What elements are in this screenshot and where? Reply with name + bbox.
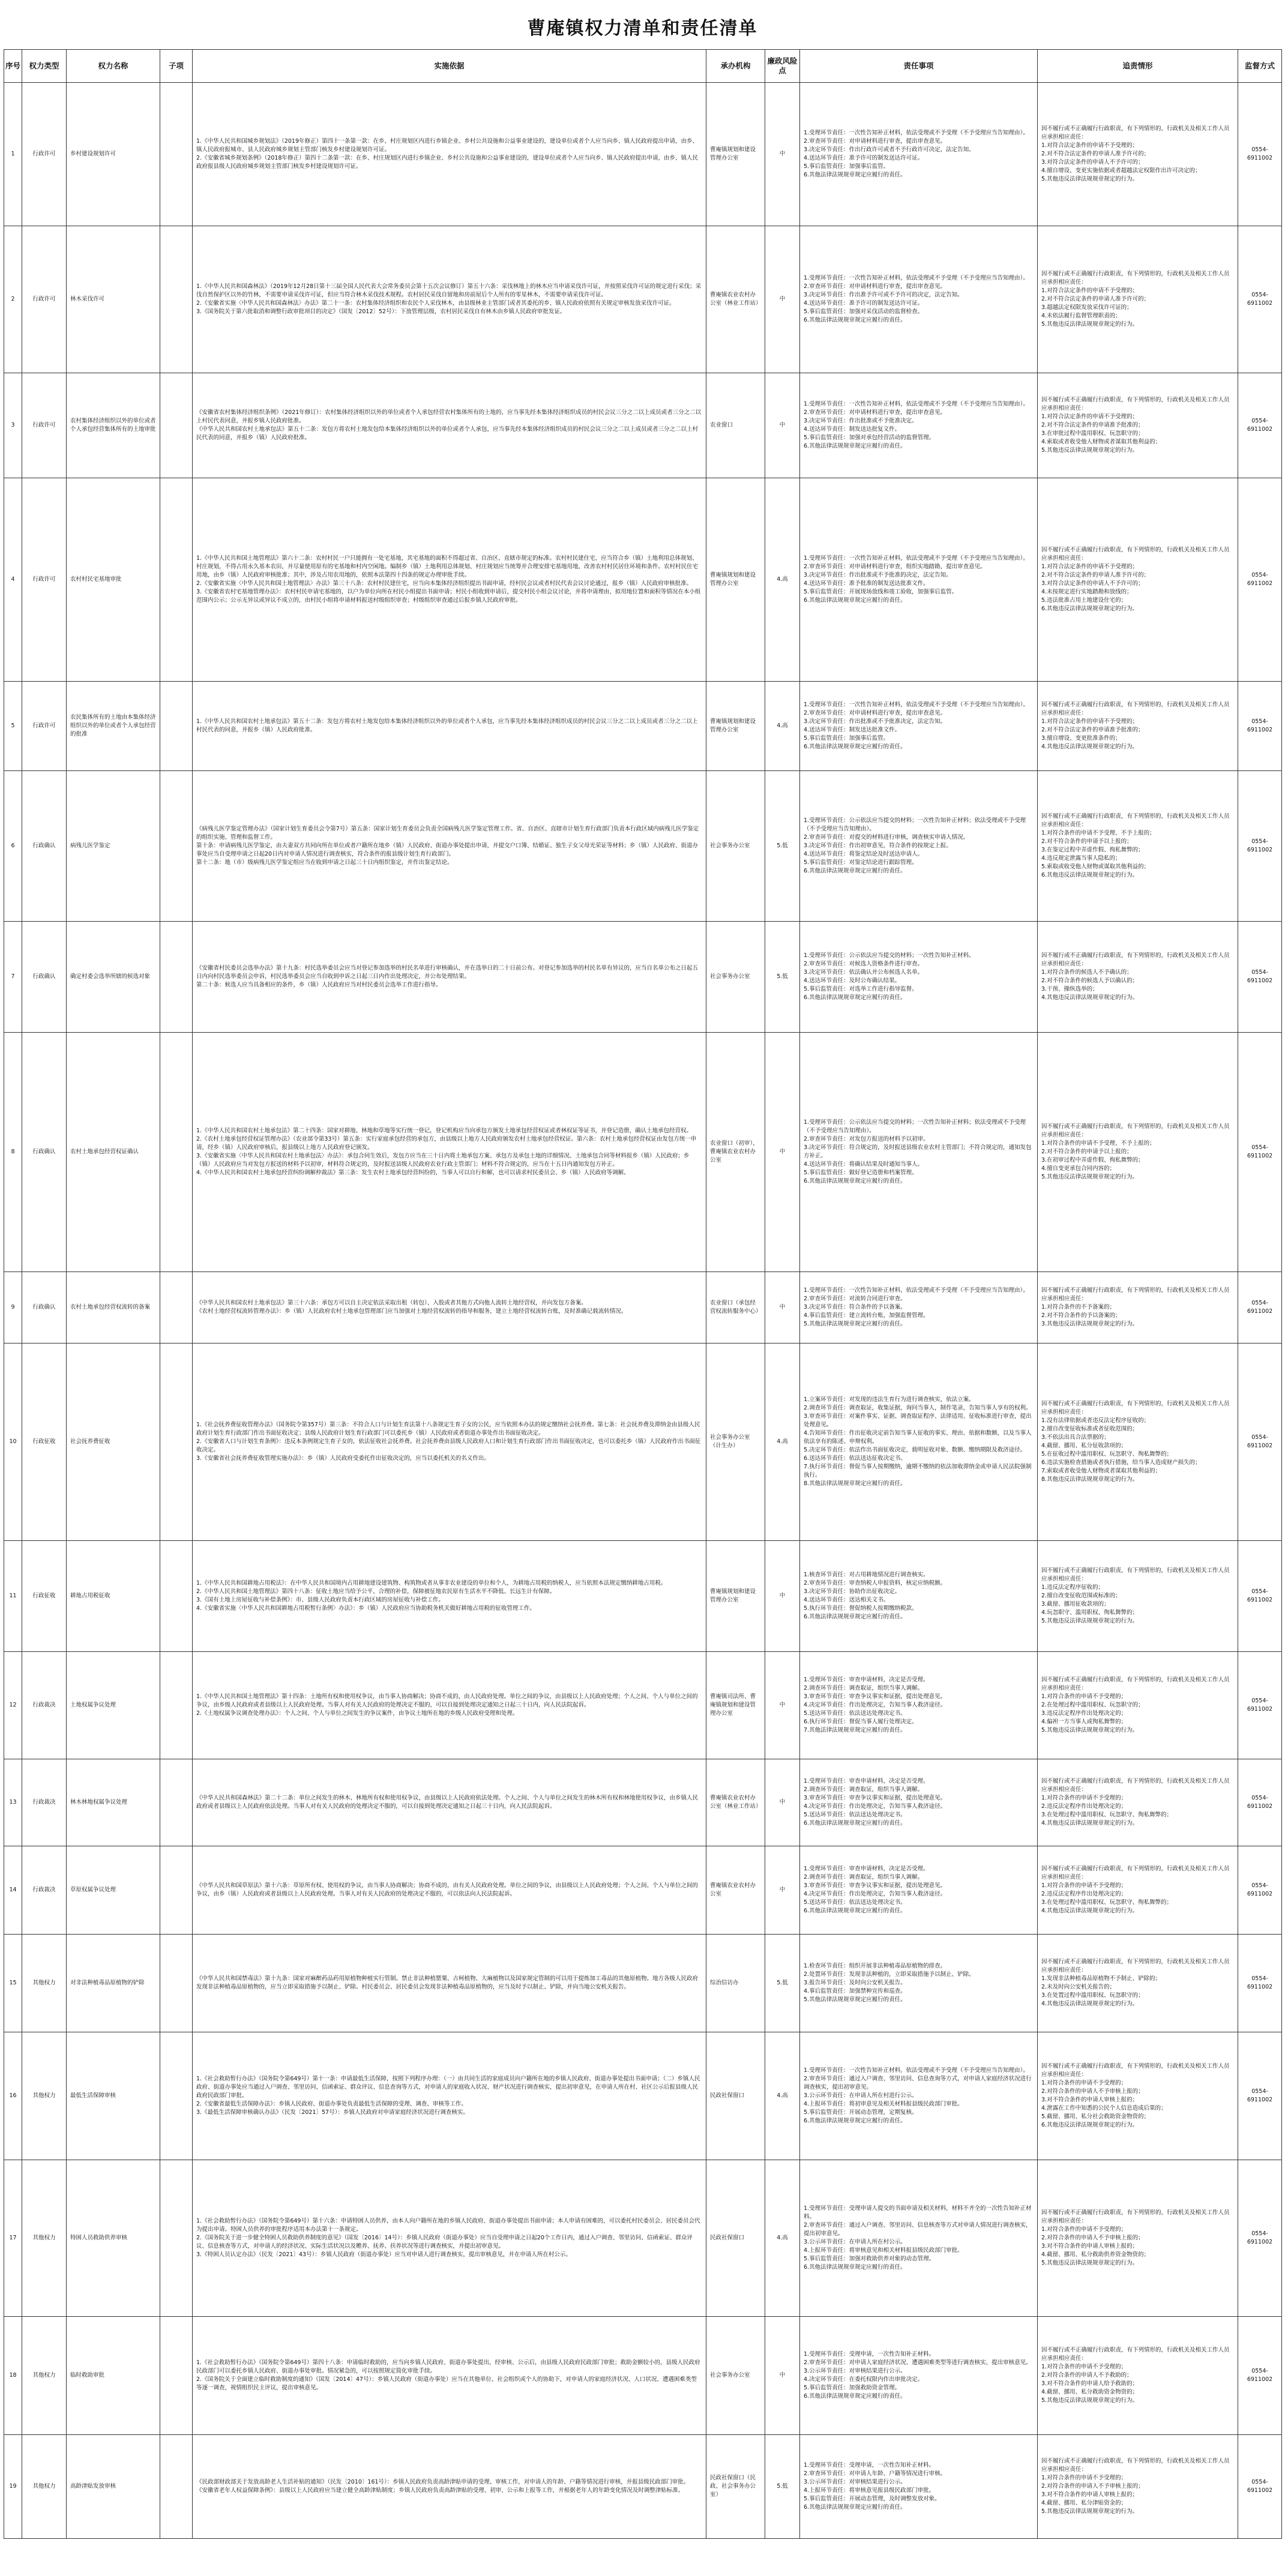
cell-supervise: 0554-6911002 (1238, 1652, 1282, 1759)
header-risk: 廉政风险点 (765, 50, 800, 83)
cell-risk: 4.高 (765, 682, 800, 771)
cell-risk: 中 (765, 1652, 800, 1759)
cell-supervise: 0554-6911002 (1238, 478, 1282, 682)
cell-type: 行政裁决 (22, 1846, 67, 1935)
cell-name: 高龄津贴发放审核 (67, 2435, 160, 2539)
cell-basis: 1.《中华人民共和国耕地占用税法》：在中华人民共和国境内占用耕地建设建筑物、构筑物或者从事非农业建设的单位和个人，为耕地占用税的纳税人，应当依照本法规定缴纳耕地占用税。 2.《中华人民共和国土地管理法》第四十八条：征收土地应当给予公平、合理的补偿，保障被征地农民原有生活水平不降低、长远生计有保障。 3.《国有土地上房屋征收与补偿条例》：市、县级人民政府负责本行政区域的房屋征收与补偿工作。 4.《安徽省实施〈中华人民共和国耕地占用税暂行条例〉办法》：乡（镇）人民政府应当协助税务机关做好耕地占用税的征收管理工作。 (193, 1541, 706, 1652)
cell-duty: 1.受理环节责任：审查申请材料，决定是否受理。 2.调查环节责任：调查取证，组织当事人调解。 3.审查环节责任：审查争议事实和证据，提出处理意见。 4.决定环节责任：作出处理决定，告知当事人救济途径。 5.送达环节责任：依法送达处理决定书。 6.其他法律法规规章规定应履行的责任。 (800, 1846, 1038, 1935)
cell-duty: 1.受理环节责任：一次性告知补正材料，依法受理或不予受理（不予受理应当告知理由）。 2.审查环节责任：对申请材料进行审查，提出审查意见。 3.决定环节责任：作出准予许可或不予许可的决定，法定告知。 4.送达环节责任：准予许可的制发送达许可证。 5.事后监管责任：加强对采伐活动的监督检查。 6.其他法律法规规章规定应履行的责任。 (800, 226, 1038, 373)
cell-basis: 1.《中华人民共和国农村土地承包法》第五十二条：发包方将农村土地发包给本集体经济组织以外的单位或者个人承包，应当事先经本集体经济组织成员的村民会议三分之二以上成员或者三分之二以上村民代表的同意，并报乡（镇）人民政府批准。 (193, 682, 706, 771)
cell-duty: 1.受理环节责任：受理申请，一次性告知补正材料。 2.审查环节责任：对申请人家庭经济状况、遭遇困难类型等进行调查核实，提出审核意见。 3.公示环节责任：对审核结果进行公示。 4.决定环节责任：在委托权限内作出审批决定。 5.事后监管责任：加强救助资金管理。 6.其他法律法规规章规定应履行的责任。 (800, 2317, 1038, 2435)
cell-org: 农业窗口 (706, 373, 765, 478)
cell-basis: 《病残儿医学鉴定管理办法》（国家计划生育委员会令第7号）第五条：国家计划生育委员会负责全国病残儿医学鉴定管理工作。省、自治区、直辖市计划生育行政部门负责本行政区域内病残儿医学鉴定的组织实施、管理和监督工作。 第十条：申请病残儿医学鉴定，由夫妻双方共同向所在单位或者户籍所在地乡（镇）人民政府、街道办事处提出申请，并提交户口簿、结婚证、独生子女父母光荣证等材料；乡（镇）人民政府、街道办事处应当自受理申请之日起20日内对申请人情况进行调查核实，符合条件的报县级计划生育行政部门。 第十二条：地（市）级病残儿医学鉴定组应当在收到申请之日起三十日内组织鉴定，并作出鉴定结论。 (193, 771, 706, 922)
cell-risk: 5.低 (765, 922, 800, 1033)
cell-risk: 4.高 (765, 478, 800, 682)
table-row (4, 2032, 1282, 2160)
cell-duty: 1.受理环节责任：公示依法应当提交的材料；一次性告知补正材料；依法受理或不予受理（不予受理应当告知理由）。 2.审查环节责任：对发包方报送的材料予以初审。 3.决定环节责任：符合规定的，及时报送县级农业农村主管部门；不符合规定的，通知发包方补正。 4.送达环节责任：将确认结果及时通知当事人。 5.事后监管责任：做好登记造册和档案管理。 6.其他法律法规规章规定应履行的责任。 (800, 1033, 1038, 1272)
cell-seq: 8 (4, 1033, 22, 1272)
cell-sub (160, 2160, 193, 2317)
cell-name: 农村土地承包经营权流转的备案 (67, 1272, 160, 1344)
header-sub: 子项 (160, 50, 193, 83)
cell-org: 民政社保窗口 (706, 2032, 765, 2160)
cell-sub (160, 2317, 193, 2435)
cell-penalty: 因不履行或不正确履行行政职责，有下列情形的，行政机关及相关工作人员应承担相应责任： 1.对符合条件的申请不予受理、不予上报的； 2.对不符合条件的申请予以上报的； 3.在初审过程中弄虚作假、徇私舞弊的； 4.擅自变更承包合同内容的； 5.其他违反法律法规规章规定的行为。 (1038, 1033, 1238, 1272)
cell-name: 病残儿医学鉴定 (67, 771, 160, 922)
cell-org: 民政社保窗口 (706, 2160, 765, 2317)
cell-basis: 《民政部财政部关于发放高龄老人生活补贴的通知》（民发〔2010〕161号）：乡镇人民政府负责高龄津贴申请的受理、审核工作，对申请人的年龄、户籍等情况进行审核，并报县级民政部门审批。 《安徽省老年人权益保障条例》：县级以上人民政府应当建立健全高龄津贴制度；乡镇人民政府负责高龄津贴的受理、初审、公示和上报等工作，并根据老年人的年龄变化情况及时调整津贴标准。 (193, 2435, 706, 2539)
header-type: 权力类型 (22, 50, 67, 83)
cell-risk: 5.低 (765, 1935, 800, 2032)
cell-basis: 1.《中华人民共和国森林法》（2019年12月28日第十三届全国人民代表大会常务委员会第十五次会议修订）第五十六条：采伐林地上的林木应当申请采伐许可证，并按照采伐许可证的规定进行采伐；采伐自然保护区以外的竹林，不需要申请采伐许可证，但应当符合林木采伐技术规程。农村居民采伐自留地和房前屋后个人所有的零星林木，不需要申请采伐许可证。 2.《安徽省实施〈中华人民共和国森林法〉办法》第二十一条：农村集体经济组织和农民个人采伐林木，由县级林业主管部门或者其委托的乡、镇人民政府依照有关规定审核发放采伐许可证。 3.《国务院关于第六批取消和调整行政审批项目的决定》（国发〔2012〕52号）：下放管理层级，农村居民采伐自有林木由乡镇人民政府审批发证。 (193, 226, 706, 373)
cell-type: 行政许可 (22, 83, 67, 226)
table-row (4, 922, 1282, 1033)
cell-risk: 中 (765, 1759, 800, 1846)
cell-duty: 1.受理环节责任：公示依法应当提交的材料；一次性告知补正材料；依法受理或不予受理（不予受理应当告知理由）。 2.审查环节责任：对提交的材料进行审核，调查核实申请人情况。 3.决定环节责任：作出初审意见，符合条件的按规定上报。 4.送达环节责任：将鉴定结论及时送达申请人。 5.事后监管责任：对鉴定结论进行跟踪管理。 6.其他法律法规规章规定应履行的责任。 (800, 771, 1038, 922)
table-row (4, 1033, 1282, 1272)
cell-org: 民政社保窗口（民政、社会事务办公室） (706, 2435, 765, 2539)
cell-supervise: 0554-6911002 (1238, 771, 1282, 922)
power-responsibility-table (4, 49, 1282, 2539)
cell-supervise: 0554-6911002 (1238, 2032, 1282, 2160)
cell-type: 其他权力 (22, 2435, 67, 2539)
cell-supervise: 0554-6911002 (1238, 373, 1282, 478)
table-row (4, 1935, 1282, 2032)
cell-penalty: 因不履行或不正确履行行政职责，有下列情形的，行政机关及相关工作人员应承担相应责任： 1.对符合法定条件的申请不予受理的； 2.对不符合法定条件的申请准予批准的； 3.擅自增设、变更批准条件的； 4.其他违反法律法规规章规定的行为。 (1038, 682, 1238, 771)
cell-name: 社会抚养费征收 (67, 1344, 160, 1541)
cell-penalty: 因不履行或不正确履行行政职责，有下列情形的，行政机关及相关工作人员应承担相应责任： 1.对符合条件的申请不予受理的； 2.对符合条件的申请人不予审核上报的； 3.对不符合条件的申请人审核上报的； 4.截留、挪用、私分救助供养资金物资的； 5.其他违反法律法规规章规定的行为。 (1038, 2160, 1238, 2317)
cell-seq: 6 (4, 771, 22, 922)
cell-type: 其他权力 (22, 2317, 67, 2435)
cell-org: 曹庵镇规划和建设管理办公室 (706, 682, 765, 771)
cell-org: 农业窗口（承包经营权流转服务中心） (706, 1272, 765, 1344)
cell-penalty: 因不履行或不正确履行行政职责，有下列情形的，行政机关及相关工作人员应承担相应责任： 1.对符合条件的候选人不予确认的； 2.对不符合条件的候选人予以确认的； 3.干预、操纵选举的； 4.其他违反法律法规规章规定的行为。 (1038, 922, 1238, 1033)
cell-seq: 4 (4, 478, 22, 682)
cell-risk: 中 (765, 1846, 800, 1935)
cell-supervise: 0554-6911002 (1238, 83, 1282, 226)
cell-seq: 13 (4, 1759, 22, 1846)
cell-type: 行政确认 (22, 771, 67, 922)
cell-type: 行政许可 (22, 373, 67, 478)
table-row (4, 226, 1282, 373)
cell-penalty: 因不履行或不正确履行行政职责，有下列情形的，行政机关及相关工作人员应承担相应责任： 1.对符合条件的申请不予受理的； 2.在处理过程中滥用职权、玩忽职守的； 3.违反法定程序作出处理决定的； 4.偏袒一方当事人或徇私舞弊的； 5.其他违反法律法规规章规定的行为。 (1038, 1652, 1238, 1759)
cell-org: 社会事务办公室 (706, 922, 765, 1033)
cell-duty: 1.受理环节责任：审查申请材料，决定是否受理。 2.调查环节责任：调查取证，组织当事人调解。 3.审查环节责任：审查争议事实和证据，提出处理意见。 4.决定环节责任：作出处理决定，告知当事人救济途径。 5.送达环节责任：依法送达处理决定书。 6.其他法律法规规章规定应履行的责任。 (800, 1759, 1038, 1846)
cell-name: 农村土地承包经营权证确认 (67, 1033, 160, 1272)
cell-org: 曹庵镇农业农村办公室 (706, 1846, 765, 1935)
cell-supervise: 0554-6911002 (1238, 1541, 1282, 1652)
cell-basis: 1.《中华人民共和国农村土地承包法》第二十四条：国家对耕地、林地和草地等实行统一登记，登记机构应当向承包方颁发土地承包经营权证或者林权证等证书，并登记造册，确认土地承包经营权。 2.《农村土地承包经营权证管理办法》（农业部令第33号）第五条：实行家庭承包经营的承包方，由县级以上地方人民政府颁发农村土地承包经营权证。第六条：农村土地承包经营权证由发包方统一申请，经乡（镇）人民政府审核后，报县级以上地方人民政府登记颁发。 3.《安徽省实施〈中华人民共和国农村土地承包法〉办法》：承包合同生效后，发包方应当在三十日内将土地承包方案、承包方及承包土地的详细情况、土地承包合同等材料报乡（镇）人民政府；乡（镇）人民政府应当对发包方报送的材料予以初审，材料符合规定的，及时报送县级人民政府农业行政主管部门；材料不符合规定的，应当在十五日内通知发包方补正。 4.《中华人民共和国农村土地承包经营纠纷调解仲裁法》第三条：发生农村土地承包经营纠纷的，当事人可以自行和解，也可以请求村民委员会、乡（镇）人民政府等调解。 (193, 1033, 706, 1272)
cell-name: 农村集体经济组织以外的单位或者个人承包经营集体所有的土地审批 (67, 373, 160, 478)
table-row (4, 2160, 1282, 2317)
cell-supervise: 0554-6911002 (1238, 2435, 1282, 2539)
page-title: 曹庵镇权力清单和责任清单 (527, 18, 758, 39)
cell-penalty: 因不履行或不正确履行行政职责，有下列情形的，行政机关及相关工作人员应承担相应责任： 1.对符合条件的申请不予受理的； 2.违反法定程序作出处理决定的； 3.在处理过程中滥用职权、玩忽职守、徇私舞弊的； 4.其他违反法律法规规章规定的行为。 (1038, 1759, 1238, 1846)
cell-penalty: 因不履行或不正确履行行政职责，有下列情形的，行政机关及相关工作人员应承担相应责任： 1.对符合条件的申请不予受理的； 2.违反法定程序作出处理决定的； 3.在处理过程中滥用职权、玩忽职守、徇私舞弊的； 4.其他违反法律法规规章规定的行为。 (1038, 1846, 1238, 1935)
cell-name: 对非法种植毒品原植物的铲除 (67, 1935, 160, 2032)
cell-sub (160, 1541, 193, 1652)
table-row (4, 771, 1282, 922)
cell-sub (160, 478, 193, 682)
table-row (4, 478, 1282, 682)
cell-type: 其他权力 (22, 2032, 67, 2160)
cell-penalty: 因不履行或不正确履行行政职责，有下列情形的，行政机关及相关工作人员应承担相应责任： 1.违反法定程序征收的； 2.擅自改变征收范围或标准的； 3.截留、挪用征收款项的； 4.玩忽职守、滥用职权、徇私舞弊的； 5.其他违反法律法规规章规定的行为。 (1038, 1541, 1238, 1652)
cell-seq: 10 (4, 1344, 22, 1541)
cell-type: 行政征收 (22, 1344, 67, 1541)
cell-sub (160, 1759, 193, 1846)
cell-type: 行政确认 (22, 1272, 67, 1344)
cell-risk: 4.高 (765, 1344, 800, 1541)
cell-name: 林木采伐许可 (67, 226, 160, 373)
cell-duty: 1.检查环节责任：组织开展非法种植毒品原植物的排查。 2.处置环节责任：发现非法种植的，立即采取措施予以制止、铲除。 3.报告环节责任：及时向公安机关报告。 4.事后监管责任：加强禁种宣传和巡查。 5.其他法律法规规章规定应履行的责任。 (800, 1935, 1038, 2032)
header-seq: 序号 (4, 50, 22, 83)
cell-seq: 14 (4, 1846, 22, 1935)
table-row (4, 1652, 1282, 1759)
cell-seq: 16 (4, 2032, 22, 2160)
cell-name: 农村村民宅基地审批 (67, 478, 160, 682)
cell-sub (160, 2032, 193, 2160)
cell-penalty: 因不履行或不正确履行行政职责，有下列情形的，行政机关及相关工作人员应承担相应责任： 1.对符合条件的申请不予受理的； 2.对符合条件的申请人不予救助的； 3.对不符合条件的申请人给予救助的； 4.截留、挪用、私分救助资金物资的； 5.其他违反法律法规规章规定的行为。 (1038, 2317, 1238, 2435)
cell-name: 耕地占用税征收 (67, 1541, 160, 1652)
cell-name: 林木林地权属争议处理 (67, 1759, 160, 1846)
cell-name: 草原权属争议处理 (67, 1846, 160, 1935)
cell-basis: 1.《社会救助暂行办法》（国务院令第649号）第十六条：申请特困人员供养，由本人向户籍所在地的乡镇人民政府、街道办事处提出书面申请；本人申请有困难的，可以委托村民委员会、居民委员会代为提出申请。特困人员供养的审批程序适用本办法第十一条规定。 2.《国务院关于进一步健全特困人员救助供养制度的意见》（国发〔2016〕14号）：乡镇人民政府（街道办事处）应当自受理申请之日起20个工作日内，通过入户调查、邻里访问、信函索证、群众评议、信息核查等方式，对申请人的经济状况、实际生活状况以及赡养、抚养、扶养状况等进行调查核实，并提出初审意见。 3.《特困人员认定办法》（民发〔2021〕43号）：乡镇人民政府（街道办事处）应当对申请人进行调查核实，提出审核意见，并在申请人所在村公示。 (193, 2160, 706, 2317)
cell-supervise: 0554-6911002 (1238, 1935, 1282, 2032)
cell-supervise: 0554-6911002 (1238, 1846, 1282, 1935)
cell-sub (160, 83, 193, 226)
cell-basis: 1.《社会救助暂行办法》（国务院令第649号）第十一条：申请最低生活保障，按照下列程序办理：（一）由共同生活的家庭成员向户籍所在地的乡镇人民政府、街道办事处提出书面申请；（二）乡镇人民政府、街道办事处应当通过入户调查、邻里访问、信函索证、群众评议、信息查询等方式，对申请人的家庭收入状况、财产状况进行调查核实，提出初审意见，在申请人所在村、社区公示后报县级人民政府民政部门审批。 2.《安徽省最低生活保障办法》：乡镇人民政府、街道办事处负责最低生活保障的受理、调查、审核等工作。 3.《最低生活保障审核确认办法》（民发〔2021〕57号）：乡镇人民政府对申请家庭经济状况进行调查核实。 (193, 2032, 706, 2160)
cell-name: 土地权属争议处理 (67, 1652, 160, 1759)
cell-sub (160, 373, 193, 478)
table-row (4, 1344, 1282, 1541)
cell-risk: 4.高 (765, 2032, 800, 2160)
cell-duty: 1.受理环节责任：受理申请，一次性告知补正材料。 2.审查环节责任：对申请人年龄、户籍等情况进行审核。 3.公示环节责任：对审核结果进行公示。 4.上报环节责任：将审核意见报县级民政部门审批。 5.事后监管责任：开展动态管理，及时调整发放对象。 6.其他法律法规规章规定应履行的责任。 (800, 2435, 1038, 2539)
cell-penalty: 因不履行或不正确履行行政职责，有下列情形的，行政机关及相关工作人员应承担相应责任： 1.对符合条件的申请不予受理、不予上报的； 2.对不符合条件的申请予以上报的； 3.在鉴定过程中弄虚作假、徇私舞弊的； 4.违反规定泄露当事人隐私的； 5.索取或收受他人财物或谋取其他利益的； 6.其他违反法律法规规章规定的行为。 (1038, 771, 1238, 922)
table-header-row (4, 50, 1282, 83)
cell-seq: 17 (4, 2160, 22, 2317)
cell-seq: 2 (4, 226, 22, 373)
cell-risk: 5.低 (765, 2435, 800, 2539)
cell-org: 曹庵镇农业农村办公室（林业工作站） (706, 226, 765, 373)
cell-risk: 中 (765, 1033, 800, 1272)
cell-supervise: 0554-6911002 (1238, 2317, 1282, 2435)
cell-type: 行政确认 (22, 1033, 67, 1272)
cell-penalty: 因不履行或不正确履行行政职责，有下列情形的，行政机关及相关工作人员应承担相应责任： 1.对符合法定条件的申请不予受理的； 2.对不符合法定条件的申请人准予许可的； 3.对符合法定条件的申请人不予许可的； 4.未按规定进行实地踏勘和放线的； 5.违法批准占用土地建设住宅的； 6.其他违反法律法规规章规定的行为。 (1038, 478, 1238, 682)
cell-seq: 19 (4, 2435, 22, 2539)
cell-risk: 中 (765, 373, 800, 478)
cell-seq: 11 (4, 1541, 22, 1652)
cell-basis: 《中华人民共和国农村土地承包法》第三十六条：承包方可以自主决定依法采取出租（转包）、入股或者其他方式向他人流转土地经营权，并向发包方备案。 《农村土地经营权流转管理办法》：乡（镇）人民政府农村土地承包管理部门应当加强对土地经营权流转的指导和服务，建立土地经营权流转台账，及时准确记载流转情况。 (193, 1272, 706, 1344)
cell-org: 曹庵镇规划和建设管理办公室 (706, 1541, 765, 1652)
cell-risk: 5.低 (765, 771, 800, 922)
cell-org: 曹庵镇司法所、曹庵镇规划和建设管理办公室 (706, 1652, 765, 1759)
header-penalty: 追责情形 (1038, 50, 1238, 83)
cell-supervise: 0554-6911002 (1238, 1033, 1282, 1272)
cell-sub (160, 682, 193, 771)
cell-basis: 《中华人民共和国森林法》第二十二条：单位之间发生的林木、林地所有权和使用权争议，由县级以上人民政府依法处理。个人之间、个人与单位之间发生的林木所有权和林地使用权争议，由乡镇人民政府或者县级以上人民政府依法处理。当事人对有关人民政府的处理决定不服的，可以自接到处理决定通知之日起三十日内，向人民法院起诉。 (193, 1759, 706, 1846)
table-row (4, 1541, 1282, 1652)
cell-penalty: 因不履行或不正确履行行政职责，有下列情形的，行政机关及相关工作人员应承担相应责任： 1.对符合条件的不予备案的； 2.对不符合条件的予以备案的； 3.其他违反法律法规规章规定的行为。 (1038, 1272, 1238, 1344)
cell-type: 其他权力 (22, 1935, 67, 2032)
cell-org: 农业窗口（初审），曹庵镇农业农村办公室 (706, 1033, 765, 1272)
cell-type: 其他权力 (22, 2160, 67, 2317)
cell-penalty: 因不履行或不正确履行行政职责，有下列情形的，行政机关及相关工作人员应承担相应责任： 1.对符合条件的申请不予受理的； 2.对符合条件的申请人不予审核上报的； 3.对不符合条件的申请人审核上报的； 4.泄露在工作中知悉的公民个人信息造成后果的； 5.截留、挪用、私分社会救助资金物资的； 6.其他违反法律法规规章规定的行为。 (1038, 2032, 1238, 2160)
cell-supervise: 0554-6911002 (1238, 682, 1282, 771)
cell-seq: 18 (4, 2317, 22, 2435)
cell-sub (160, 1344, 193, 1541)
cell-sub (160, 1652, 193, 1759)
cell-sub (160, 1033, 193, 1272)
cell-basis: 《安徽省农村集体经济组织条例》（2021年修订）：农村集体经济组织以外的单位或者个人承包经营农村集体所有的土地的，应当事先经本集体经济组织成员的村民会议三分之二以上成员或者三分之二以上村民代表同意，并报乡镇人民政府批准。 《中华人民共和国农村土地承包法》第五十二条：发包方将农村土地发包给本集体经济组织以外的单位或者个人承包，应当事先经本集体经济组织成员的村民会议三分之二以上成员或者三分之二以上村民代表的同意，并报乡（镇）人民政府批准。 (193, 373, 706, 478)
cell-duty: 1.受理环节责任：一次性告知补正材料，依法受理或不予受理（不予受理应当告知理由）。 2.审查环节责任：对申请材料进行审查，提出审查意见。 3.决定环节责任：作出批准或不予批准决定。 4.送达环节责任：制发送达批复文件。 5.事后监管责任：加强对承包经营活动的监督管理。 6.其他法律法规规章规定应履行的责任。 (800, 373, 1038, 478)
cell-seq: 1 (4, 83, 22, 226)
cell-seq: 15 (4, 1935, 22, 2032)
cell-risk: 中 (765, 1541, 800, 1652)
cell-seq: 7 (4, 922, 22, 1033)
cell-supervise: 0554-6911002 (1238, 226, 1282, 373)
cell-name: 特困人员救助供养审核 (67, 2160, 160, 2317)
cell-risk: 中 (765, 1272, 800, 1344)
cell-sub (160, 2435, 193, 2539)
cell-duty: 1.受理环节责任：一次性告知补正材料，依法受理或不予受理（不予受理应当告知理由）。 2.审查环节责任：通过入户调查、邻里访问、信息查询等方式，对申请人家庭经济状况进行调查核实，提出初审意见。 3.公示环节责任：在申请人所在村进行公示。 4.上报环节责任：将初审意见及相关材料报县级民政部门审批。 5.事后监管责任：开展动态管理，定期复核。 6.其他法律法规规章规定应履行的责任。 (800, 2032, 1038, 2160)
table-row (4, 682, 1282, 771)
cell-org: 曹庵镇农业农村办公室（林业工作站） (706, 1759, 765, 1846)
cell-duty: 1.受理环节责任：受理申请人提交的书面申请及相关材料，材料不齐全的一次性告知补正材料。 2.审查环节责任：通过入户调查、邻里访问、信息核查等方式对申请人情况进行调查核实，提出初审意见。 3.公示环节责任：在申请人所在村公示。 4.上报环节责任：将审核意见和相关材料报县级民政部门审批。 5.事后监管责任：加强对救助供养对象的动态管理。 6.其他法律法规规章规定应履行的责任。 (800, 2160, 1038, 2317)
cell-supervise: 0554-6911002 (1238, 1344, 1282, 1541)
cell-supervise: 0554-6911002 (1238, 1272, 1282, 1344)
cell-org: 社会事务办公室（计生办） (706, 1344, 765, 1541)
cell-name: 临时救助审批 (67, 2317, 160, 2435)
cell-basis: 1.《中华人民共和国土地管理法》第六十二条：农村村民一户只能拥有一处宅基地，其宅基地的面积不得超过省、自治区、直辖市规定的标准。农村村民建住宅，应当符合乡（镇）土地利用总体规划、村庄规划，不得占用永久基本农田，并尽量使用原有的宅基地和村内空闲地。编制乡（镇）土地利用总体规划、村庄规划应当统筹并合理安排宅基地用地，改善农村村民居住环境和条件。农村村民住宅用地，由乡（镇）人民政府审核批准；其中，涉及占用农用地的，依照本法第四十四条的规定办理审批手续。 2.《安徽省实施〈中华人民共和国土地管理法〉办法》第三十八条：农村村民建住宅，应当向本集体经济组织提出书面申请，经村民会议或者村民代表会议讨论通过，报乡（镇）人民政府审核批准。 3.《安徽省农村宅基地管理办法》：农村村民申请宅基地的，以户为单位向所在村民小组提出书面申请；村民小组收到申请后，提交村民小组会议讨论，并将申请理由、拟用地位置和面积等情况在本小组范围内公示；公示无异议或异议不成立的，由村民小组将申请材料报送村级组织审查；村级组织审查通过后报乡镇人民政府审批。 (193, 478, 706, 682)
table-row (4, 1272, 1282, 1344)
cell-penalty: 因不履行或不正确履行行政职责，有下列情形的，行政机关及相关工作人员应承担相应责任： 1.发现非法种植毒品原植物不予制止、铲除的； 2.未及时向公安机关报告的； 3.在处置过程中滥用职权、玩忽职守的； 4.其他违反法律法规规章规定的行为。 (1038, 1935, 1238, 2032)
cell-sub (160, 1272, 193, 1344)
cell-basis: 1.《社会抚养费征收管理办法》（国务院令第357号）第三条：不符合人口与计划生育法第十八条规定生育子女的公民，应当依照本办法的规定缴纳社会抚养费。第七条：社会抚养费及滞纳金由县级人民政府计划生育行政部门作出书面征收决定；县级人民政府计划生育行政部门可以委托乡（镇）人民政府或者街道办事处作出书面征收决定。 2.《安徽省人口与计划生育条例》：违反本条例规定生育子女的，依法征收社会抚养费。社会抚养费由县级人民政府人口和计划生育行政部门作出书面征收决定，也可以委托乡（镇）人民政府作出书面征收决定。 3.《安徽省社会抚养费征收管理实施办法》：乡（镇）人民政府受委托作出征收决定的，应当以委托机关的名义作出。 (193, 1344, 706, 1541)
cell-risk: 4.高 (765, 2160, 800, 2317)
cell-basis: 《安徽省村民委员会选举办法》第十九条：村民选举委员会应当对登记参加选举的村民名单进行审核确认，并在选举日的二十日前公布。对登记参加选举的村民名单有异议的，应当自名单公布之日起五日内向村民选举委员会申诉，村民选举委员会应当自收到申诉之日起三日内作出处理决定，并公布处理结果。 第二十条：候选人应当具备相应的条件，乡（镇）人民政府应当对村民委员会选举工作进行指导。 (193, 922, 706, 1033)
cell-duty: 1.受理环节责任：审查申请材料，决定是否受理。 2.调查环节责任：调查取证，组织当事人调解。 3.审查环节责任：审查争议事实和证据，提出处理意见。 4.决定环节责任：作出处理决定，告知当事人救济途径。 5.送达环节责任：依法送达处理决定书。 6.执行环节责任：督促当事人履行处理决定。 7.其他法律法规规章规定应履行的责任。 (800, 1652, 1038, 1759)
cell-type: 行政裁决 (22, 1652, 67, 1759)
header-duty: 责任事项 (800, 50, 1038, 83)
cell-sub (160, 922, 193, 1033)
cell-type: 行政许可 (22, 478, 67, 682)
cell-supervise: 0554-6911002 (1238, 1759, 1282, 1846)
cell-type: 行政许可 (22, 682, 67, 771)
cell-org: 综治信访办 (706, 1935, 765, 2032)
cell-seq: 3 (4, 373, 22, 478)
cell-duty: 1.立案环节责任：对发现的违法生育行为进行调查核实，依法立案。 2.调查环节责任：调查取证，收集证据，询问当事人，制作笔录，告知当事人享有的权利。 3.审查环节责任：对案件事实、证据、调查取证程序、法律适用、征收标准进行审查，提出处理意见。 4.告知环节责任：作出征收决定前告知当事人征收的事实、理由、依据和数额，以及当事人依法享有的陈述、申辩权利。 5.决定环节责任：依法作出书面征收决定，载明征收对象、数额、缴纳期限及救济途径。 6.送达环节责任：依法送达征收决定书。 7.执行环节责任：督促当事人按期缴纳，逾期不缴纳的依法加收滞纳金或申请人民法院强制执行。 8.其他法律法规规章规定应履行的责任。 (800, 1344, 1038, 1541)
cell-type: 行政确认 (22, 922, 67, 1033)
cell-org: 曹庵镇规划和建设管理办公室 (706, 83, 765, 226)
cell-name: 乡村建设规划许可 (67, 83, 160, 226)
cell-sub (160, 226, 193, 373)
cell-supervise: 0554-6911002 (1238, 922, 1282, 1033)
cell-duty: 1.受理环节责任：一次性告知补正材料，依法受理或不予受理（不予受理应当告知理由）。 2.审查环节责任：对申请材料进行审查，提出审查意见。 3.决定环节责任：作出批准或不予批准决定，法定告知。 4.送达环节责任：制发送达批准文件。 5.事后监管责任：加强事后监管。 6.其他法律法规规章规定应履行的责任。 (800, 682, 1038, 771)
cell-org: 社会事务办公室 (706, 2317, 765, 2435)
cell-penalty: 因不履行或不正确履行行政职责，有下列情形的，行政机关及相关工作人员应承担相应责任： 1.对符合法定条件的申请不予受理的； 2.对不符合法定条件的申请人准予许可的； 3.超越法定权限发放采伐许可证的； 4.未依法履行监督管理职责的； 5.其他违反法律法规规章规定的行为。 (1038, 226, 1238, 373)
cell-name: 确定村委会选举所辖的候选对象 (67, 922, 160, 1033)
cell-seq: 5 (4, 682, 22, 771)
table-row (4, 373, 1282, 478)
cell-duty: 1.受理环节责任：公示依法应当提交的材料；一次性告知补正材料。 2.审查环节责任：对候选人资格条件进行审查。 3.决定环节责任：依法确认并公布候选人名单。 4.送达环节责任：及时公布确认结果。 5.事后监管责任：对选举工作进行指导监督。 6.其他法律法规规章规定应履行的责任。 (800, 922, 1038, 1033)
cell-penalty: 因不履行或不正确履行行政职责，有下列情形的，行政机关及相关工作人员应承担相应责任： 1.没有法律依据或者违反法定程序征收的； 2.擅自改变征收标准或者征收范围的； 3.不依法出具合法票据的； 4.截留、挪用、私分征收款项的； 5.在征收过程中滥用职权、玩忽职守、徇私舞弊的； 6.违法实施检查措施或者执行措施，给当事人造成财产损失的； 7.索取或者收受他人财物或者谋取其他利益的； 8.其他违反法律法规规章规定的行为。 (1038, 1344, 1238, 1541)
cell-risk: 中 (765, 226, 800, 373)
header-basis: 实施依据 (193, 50, 706, 83)
cell-seq: 9 (4, 1272, 22, 1344)
cell-basis: 1.《中华人民共和国土地管理法》第十四条：土地所有权和使用权争议，由当事人协商解决；协商不成的，由人民政府处理。单位之间的争议，由县级以上人民政府处理；个人之间、个人与单位之间的争议，由乡级人民政府或者县级以上人民政府处理。当事人对有关人民政府的处理决定不服的，可以自接到处理决定通知之日起三十日内，向人民法院起诉。 2.《土地权属争议调查处理办法》：个人之间、个人与单位之间发生的争议案件，由争议土地所在地的乡级人民政府受理和处理。 (193, 1652, 706, 1759)
cell-risk: 中 (765, 83, 800, 226)
cell-type: 行政裁决 (22, 1759, 67, 1846)
header-name: 权力名称 (67, 50, 160, 83)
cell-name: 农民集体所有的土地由本集体经济组织以外的单位或者个人承包经营的批准 (67, 682, 160, 771)
cell-duty: 1.受理环节责任：一次性告知补正材料，依法受理或不予受理（不予受理应当告知理由）。 2.审查环节责任：对流转合同进行审查。 3.决定环节责任：符合条件的予以备案。 4.事后监管责任：建立流转台账，加强监督管理。 5.其他法律法规规章规定应履行的责任。 (800, 1272, 1038, 1344)
header-supervise: 监督方式 (1238, 50, 1282, 83)
cell-basis: 《中华人民共和国草原法》第十六条：草原所有权、使用权的争议，由当事人协商解决；协商不成的，由有关人民政府处理。单位之间的争议，由县级以上人民政府处理；个人之间、个人与单位之间的争议，由乡（镇）人民政府或者县级以上人民政府处理。当事人对有关人民政府的处理决定不服的，可以依法向人民法院起诉。 (193, 1846, 706, 1935)
cell-penalty: 因不履行或不正确履行行政职责，有下列情形的，行政机关及相关工作人员应承担相应责任： 1.对符合条件的申请不予受理的； 2.对符合条件的申请人不予审核上报的； 3.对不符合条件的申请人审核上报的； 4.截留、挪用、私分津贴资金的； 5.其他违反法律法规规章规定的行为。 (1038, 2435, 1238, 2539)
cell-type: 行政征收 (22, 1541, 67, 1652)
cell-duty: 1.核查环节责任：对占用耕地情况进行调查核实。 2.审查环节责任：审查纳税人申报资料，核定应纳税额。 3.决定环节责任：协助作出征收决定。 4.送达环节责任：送达相关文书。 5.执行环节责任：督促纳税人按期缴纳税款。 6.其他法律法规规章规定应履行的责任。 (800, 1541, 1038, 1652)
cell-org: 社会事务办公室 (706, 771, 765, 922)
cell-duty: 1.受理环节责任：一次性告知补正材料，依法受理或不予受理（不予受理应当告知理由）。 2.审查环节责任：对申请材料进行审查，组织实地踏勘，提出审查意见。 3.决定环节责任：作出批准或不予批准的决定，法定告知。 4.送达环节责任：准予批准的制发送达批准文件。 5.事后监管责任：开展现场放线和竣工验收，加强事后监管。 6.其他法律法规规章规定应履行的责任。 (800, 478, 1038, 682)
cell-type: 行政许可 (22, 226, 67, 373)
table-row (4, 83, 1282, 226)
cell-sub (160, 1846, 193, 1935)
cell-supervise: 0554-6911002 (1238, 2160, 1282, 2317)
cell-duty: 1.受理环节责任：一次性告知补正材料，依法受理或不予受理（不予受理应当告知理由）。 2.审查环节责任：对申请材料进行审查，提出审查意见。 3.决定环节责任：作出行政许可或者不予行政许可决定，法定告知。 4.送达环节责任：准予许可的制发送达许可证。 5.事后监管责任：加强事后监管。 6.其他法律法规规章规定应履行的责任。 (800, 83, 1038, 226)
cell-risk: 中 (765, 2317, 800, 2435)
cell-sub (160, 1935, 193, 2032)
cell-basis: 《中华人民共和国禁毒法》第十九条：国家对麻醉药品药用原植物种植实行管制。禁止非法种植罂粟、古柯植物、大麻植物以及国家规定管制的可以用于提炼加工毒品的其他原植物。地方各级人民政府发现非法种植毒品原植物的，应当立即采取措施予以制止、铲除。村民委员会、居民委员会发现非法种植毒品原植物的，应当及时予以制止、铲除，并向当地公安机关报告。 (193, 1935, 706, 2032)
cell-name: 最低生活保障审核 (67, 2032, 160, 2160)
header-org: 承办机构 (706, 50, 765, 83)
table-row (4, 2317, 1282, 2435)
table-row (4, 1846, 1282, 1935)
cell-penalty: 因不履行或不正确履行行政职责，有下列情形的，行政机关及相关工作人员应承担相应责任： 1.对符合法定条件的申请不予受理的； 2.对不符合法定条件的申请准予批准的； 3.在审批过程中滥用职权、玩忽职守的； 4.索取或者收受他人财物或者谋取其他利益的； 5.其他违反法律法规规章规定的行为。 (1038, 373, 1238, 478)
cell-sub (160, 771, 193, 922)
cell-basis: 1.《社会救助暂行办法》（国务院令第649号）第四十八条：申请临时救助的，应当向乡镇人民政府、街道办事处提出，经审核、公示后，由县级人民政府民政部门审批；救助金额较小的，县级人民政府民政部门可以委托乡镇人民政府、街道办事处审批。情况紧急的，可以按照规定简化审批手续。 2.《国务院关于全面建立临时救助制度的通知》（国发〔2014〕47号）：乡镇人民政府（街道办事处）应当在其他单位、社会组织或个人的协助下，对申请人的家庭经济状况、人口状况、遭遇困难类型等逐一调查，视情组织民主评议，提出审核意见。 (193, 2317, 706, 2435)
cell-penalty: 因不履行或不正确履行行政职责，有下列情形的，行政机关及相关工作人员应承担相应责任： 1.对符合法定条件的申请不予受理的； 2.对不符合法定条件的申请人准予许可的； 3.对符合法定条件的申请人不予许可的； 4.擅自增设、变更实施依据或者超越法定权限作出许可决定的； 5.其他违反法律法规规章规定的行为。 (1038, 83, 1238, 226)
cell-basis: 1.《中华人民共和国城乡规划法》（2019年修正）第四十一条第一款：在乡、村庄规划区内进行乡镇企业、乡村公共设施和公益事业建设的，建设单位或者个人应当向乡、镇人民政府提出申请，由乡、镇人民政府报城市、县人民政府城乡规划主管部门核发乡村建设规划许可证。 2.《安徽省城乡规划条例》（2018年修正）第四十二条第一款：在乡、村庄规划区内进行乡镇企业、乡村公共设施和公益事业建设的，建设单位或者个人应当向乡、镇人民政府提出申请，由乡、镇人民政府报县级人民政府城乡规划主管部门核发乡村建设规划许可证。 (193, 83, 706, 226)
table-row (4, 2435, 1282, 2539)
table-row (4, 1759, 1282, 1846)
cell-org: 曹庵镇规划和建设管理办公室 (706, 478, 765, 682)
cell-seq: 12 (4, 1652, 22, 1759)
